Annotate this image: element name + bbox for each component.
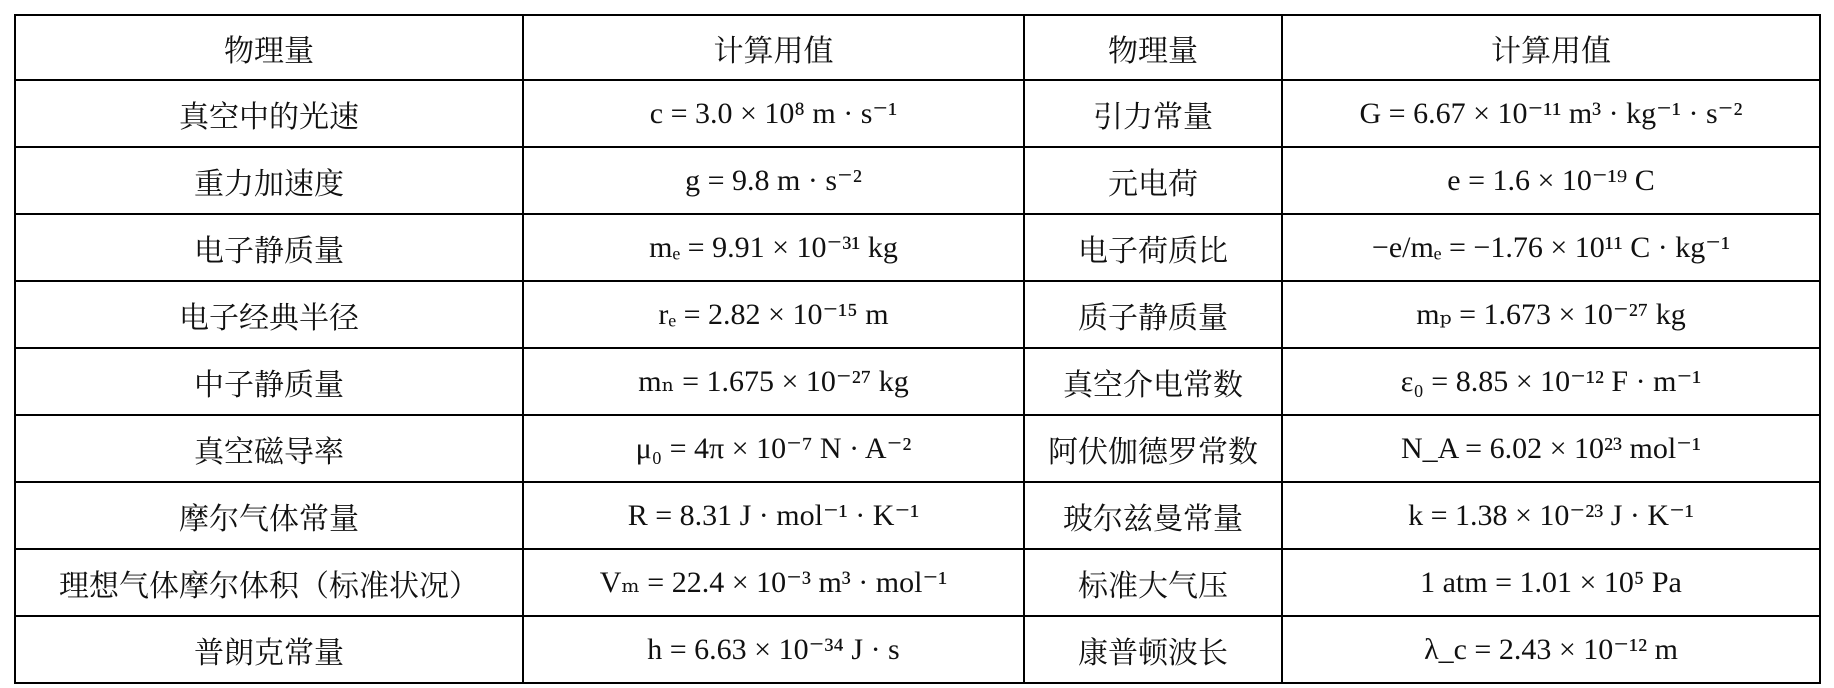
header-value-right: 计算用值 bbox=[1282, 15, 1820, 80]
table-row bbox=[15, 214, 1820, 281]
quantity-name: 电子静质量 bbox=[15, 214, 523, 281]
quantity-value: mₚ = 1.673 × 10⁻²⁷ kg bbox=[1282, 281, 1820, 348]
quantity-name: 标准大气压 bbox=[1024, 549, 1282, 616]
quantity-value: μ₀ = 4π × 10⁻⁷ N · A⁻² bbox=[523, 415, 1024, 482]
table-row bbox=[15, 549, 1820, 616]
quantity-name: 普朗克常量 bbox=[15, 616, 523, 683]
table-row bbox=[15, 281, 1820, 348]
quantity-value: Vₘ = 22.4 × 10⁻³ m³ · mol⁻¹ bbox=[523, 549, 1024, 616]
physical-constants-table bbox=[14, 14, 1821, 684]
quantity-name: 元电荷 bbox=[1024, 147, 1282, 214]
quantity-value: h = 6.63 × 10⁻³⁴ J · s bbox=[523, 616, 1024, 683]
quantity-name: 引力常量 bbox=[1024, 80, 1282, 147]
header-quantity-left: 物理量 bbox=[15, 15, 523, 80]
table-row bbox=[15, 80, 1820, 147]
quantity-value: G = 6.67 × 10⁻¹¹ m³ · kg⁻¹ · s⁻² bbox=[1282, 80, 1820, 147]
header-row bbox=[15, 15, 1820, 80]
quantity-value: mₑ = 9.91 × 10⁻³¹ kg bbox=[523, 214, 1024, 281]
quantity-value: c = 3.0 × 10⁸ m · s⁻¹ bbox=[523, 80, 1024, 147]
table-row bbox=[15, 147, 1820, 214]
quantity-value: ε₀ = 8.85 × 10⁻¹² F · m⁻¹ bbox=[1282, 348, 1820, 415]
quantity-value: 1 atm = 1.01 × 10⁵ Pa bbox=[1282, 549, 1820, 616]
quantity-name: 康普顿波长 bbox=[1024, 616, 1282, 683]
quantity-value: N_A = 6.02 × 10²³ mol⁻¹ bbox=[1282, 415, 1820, 482]
constants-table-container bbox=[14, 14, 1821, 684]
quantity-name: 电子经典半径 bbox=[15, 281, 523, 348]
quantity-name: 电子荷质比 bbox=[1024, 214, 1282, 281]
quantity-name: 玻尔兹曼常量 bbox=[1024, 482, 1282, 549]
quantity-value: k = 1.38 × 10⁻²³ J · K⁻¹ bbox=[1282, 482, 1820, 549]
quantity-value: e = 1.6 × 10⁻¹⁹ C bbox=[1282, 147, 1820, 214]
table-row bbox=[15, 616, 1820, 683]
quantity-name: 理想气体摩尔体积（标准状况） bbox=[15, 549, 523, 616]
header-value-left: 计算用值 bbox=[523, 15, 1024, 80]
quantity-name: 中子静质量 bbox=[15, 348, 523, 415]
quantity-value: mₙ = 1.675 × 10⁻²⁷ kg bbox=[523, 348, 1024, 415]
quantity-name: 阿伏伽德罗常数 bbox=[1024, 415, 1282, 482]
quantity-value: λ_c = 2.43 × 10⁻¹² m bbox=[1282, 616, 1820, 683]
table-row bbox=[15, 482, 1820, 549]
table-row bbox=[15, 415, 1820, 482]
quantity-value: −e/mₑ = −1.76 × 10¹¹ C · kg⁻¹ bbox=[1282, 214, 1820, 281]
quantity-name: 重力加速度 bbox=[15, 147, 523, 214]
quantity-value: g = 9.8 m · s⁻² bbox=[523, 147, 1024, 214]
quantity-name: 质子静质量 bbox=[1024, 281, 1282, 348]
table-row bbox=[15, 348, 1820, 415]
quantity-name: 真空介电常数 bbox=[1024, 348, 1282, 415]
quantity-name: 真空中的光速 bbox=[15, 80, 523, 147]
quantity-value: R = 8.31 J · mol⁻¹ · K⁻¹ bbox=[523, 482, 1024, 549]
quantity-name: 摩尔气体常量 bbox=[15, 482, 523, 549]
quantity-value: rₑ = 2.82 × 10⁻¹⁵ m bbox=[523, 281, 1024, 348]
quantity-name: 真空磁导率 bbox=[15, 415, 523, 482]
header-quantity-right: 物理量 bbox=[1024, 15, 1282, 80]
